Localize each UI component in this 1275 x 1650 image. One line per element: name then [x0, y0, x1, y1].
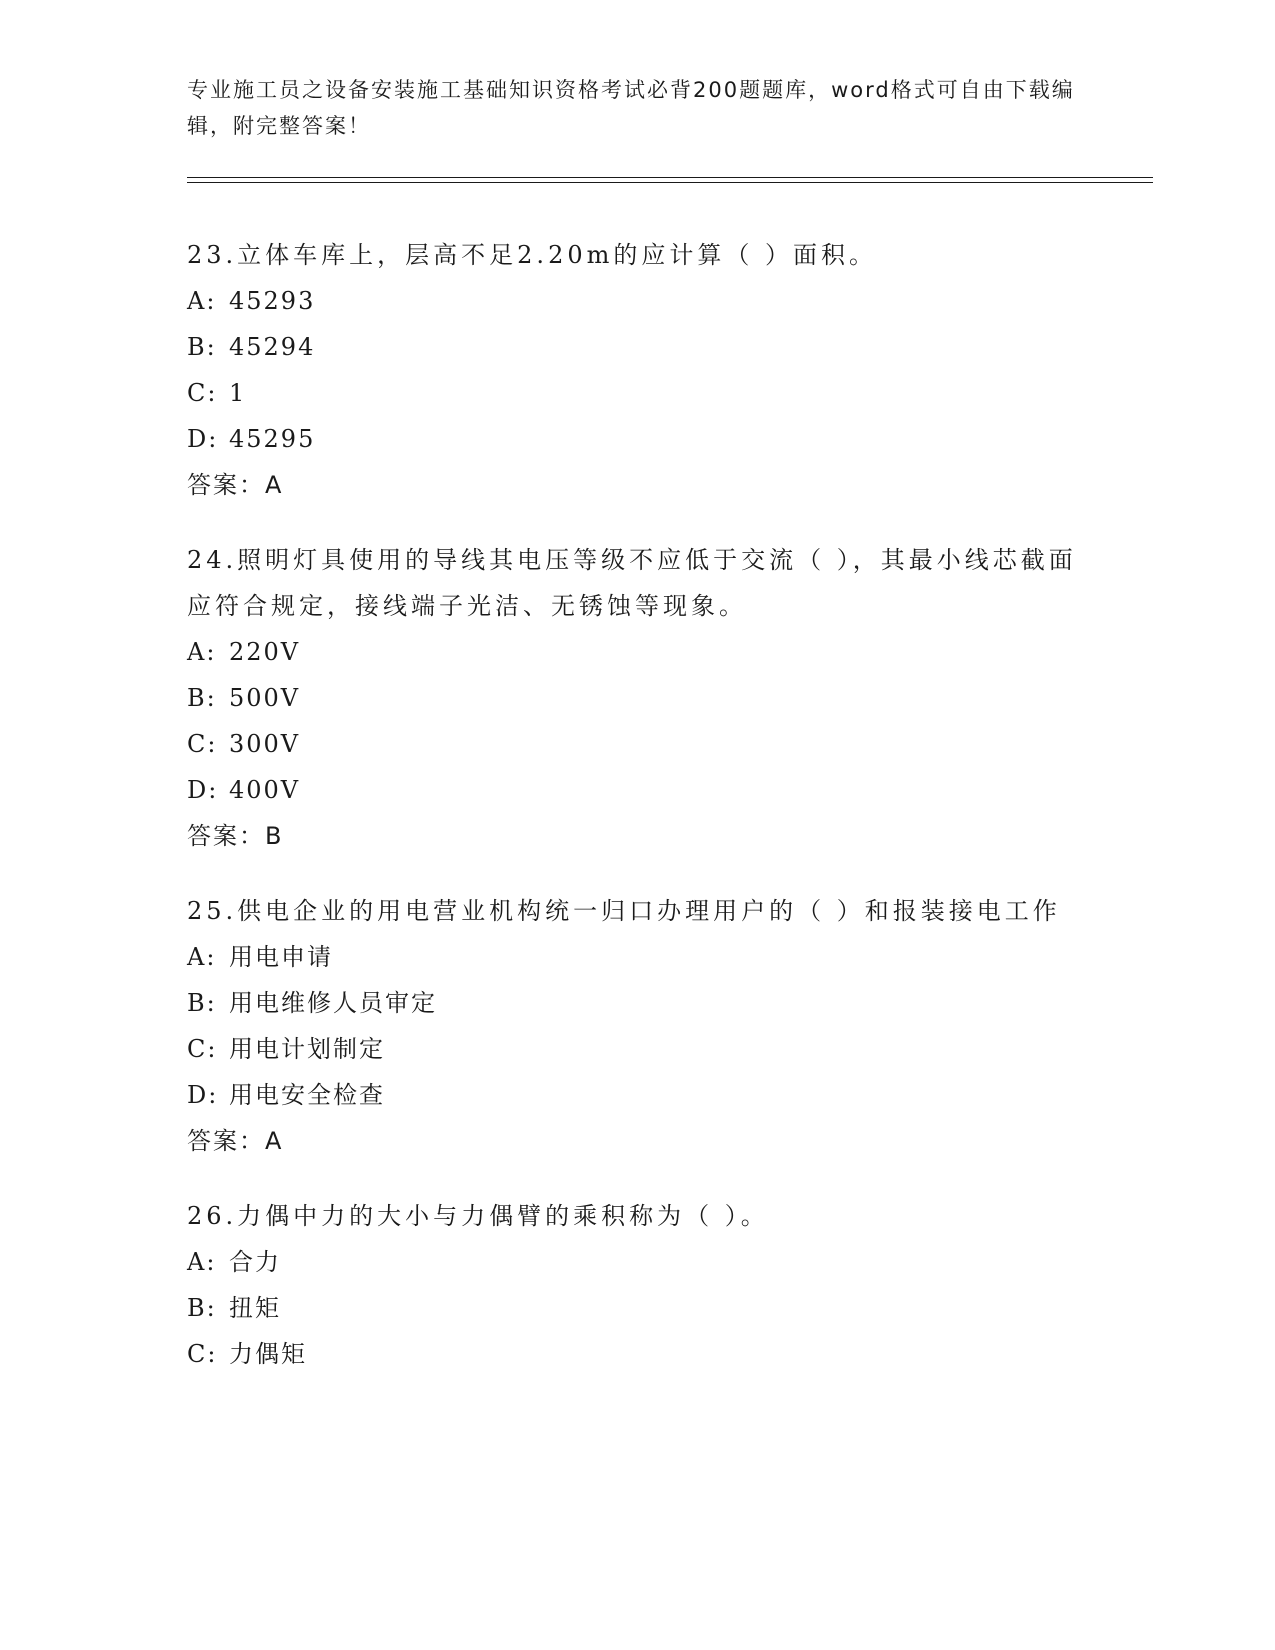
question-24	[187, 537, 1087, 859]
header-divider-top	[187, 177, 1153, 178]
option-a: A: 合力	[187, 1248, 281, 1276]
option-c: C: 300V	[187, 730, 301, 758]
option-c: C: 用电计划制定	[187, 1035, 385, 1063]
option-b: B: 用电维修人员审定	[187, 989, 437, 1017]
answer-line: 答案：B	[187, 822, 284, 850]
question-stem: 26.力偶中力的大小与力偶臂的乘积称为（ ）。	[187, 1202, 769, 1230]
option-b: B: 500V	[187, 684, 301, 712]
question-25	[187, 888, 1087, 1164]
question-list	[187, 232, 1087, 1406]
question-stem: 23.立体车库上，层高不足2.20m的应计算（ ）面积。	[187, 241, 877, 269]
header-divider-bottom	[187, 182, 1153, 183]
answer-line: 答案：A	[187, 471, 284, 499]
question-26	[187, 1193, 1087, 1377]
option-a: A: 220V	[187, 638, 301, 666]
option-c: C: 1	[187, 379, 247, 407]
option-c: C: 力偶矩	[187, 1340, 307, 1368]
question-23	[187, 232, 1087, 508]
option-d: D: 用电安全检查	[187, 1081, 385, 1109]
option-d: D: 400V	[187, 776, 301, 804]
option-a: A: 45293	[187, 287, 316, 315]
option-d: D: 45295	[187, 425, 316, 453]
question-stem: 24.照明灯具使用的导线其电压等级不应低于交流（ ），其最小线芯截面应符合规定，接线端子光洁、无锈蚀等现象。	[187, 546, 1077, 620]
option-b: B: 45294	[187, 333, 316, 361]
option-a: A: 用电申请	[187, 943, 333, 971]
question-stem: 25.供电企业的用电营业机构统一归口办理用户的（ ）和报装接电工作	[187, 897, 1061, 925]
document-header: 专业施工员之设备安装施工基础知识资格考试必背200题题库，word格式可自由下载编辑，附完整答案！	[187, 78, 1075, 138]
option-b: B: 扭矩	[187, 1294, 281, 1322]
answer-line: 答案：A	[187, 1127, 284, 1155]
